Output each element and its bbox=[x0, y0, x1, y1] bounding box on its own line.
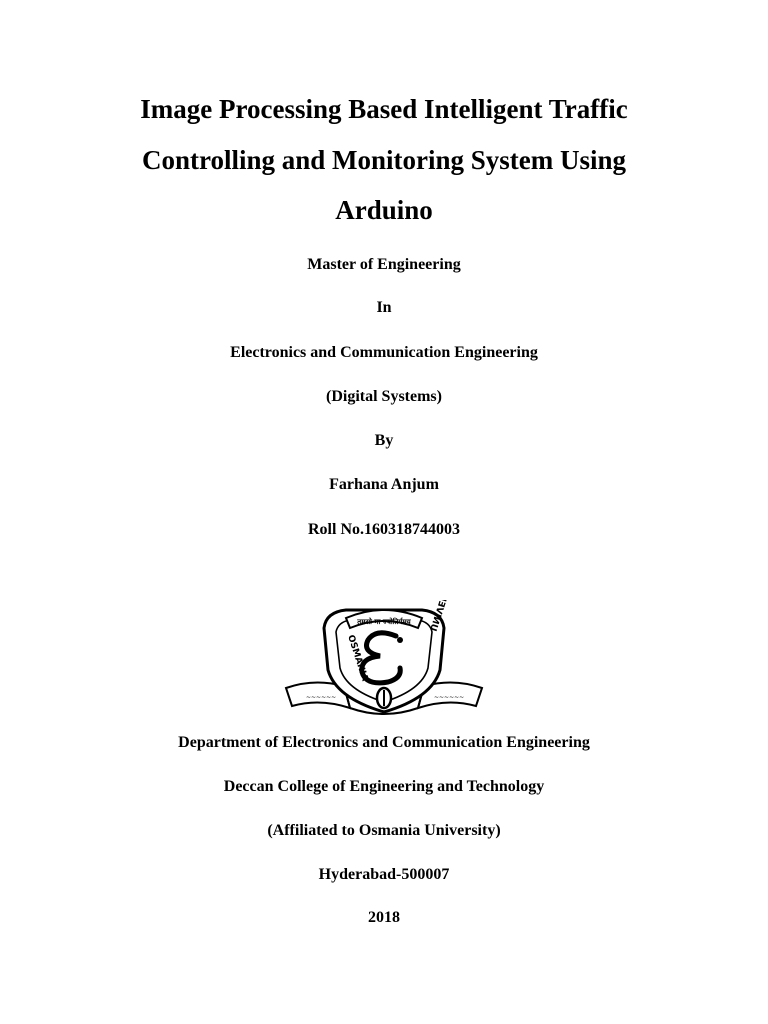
seal-emblem-icon bbox=[284, 600, 484, 725]
seal-motto: तमसो मा ज्योतिर्गमय bbox=[357, 618, 411, 626]
college-name: Deccan College of Engineering and Technology bbox=[223, 778, 545, 795]
thesis-title-line-2: Controlling and Monitoring System Using bbox=[141, 145, 627, 175]
city: Hyderabad-500007 bbox=[318, 866, 450, 883]
author-by: By bbox=[374, 432, 394, 449]
thesis-title-line-3: Arduino bbox=[335, 195, 433, 225]
degree-in: In bbox=[376, 299, 392, 316]
author-name: Farhana Anjum bbox=[329, 476, 439, 493]
author-roll-number: Roll No.160318744003 bbox=[308, 521, 460, 538]
degree-branch: Electronics and Communication Engineering bbox=[230, 344, 538, 361]
osmania-university-seal bbox=[284, 600, 484, 725]
degree-name: Master of Engineering bbox=[307, 256, 461, 273]
degree-specialization: (Digital Systems) bbox=[326, 388, 442, 405]
seal-left-text: OSMANIA bbox=[345, 633, 370, 683]
svg-text:~~~~~~: ~~~~~~ bbox=[434, 694, 465, 701]
svg-text:~~~~~~: ~~~~~~ bbox=[306, 694, 337, 701]
department-name: Department of Electronics and Communication Engineering bbox=[178, 734, 590, 751]
thesis-title-line-1: Image Processing Based Intelligent Traffic bbox=[140, 94, 628, 124]
affiliation: (Affiliated to Osmania University) bbox=[267, 822, 501, 839]
seal-right-text: UNIVERSITY bbox=[427, 600, 456, 633]
year: 2018 bbox=[368, 909, 400, 926]
